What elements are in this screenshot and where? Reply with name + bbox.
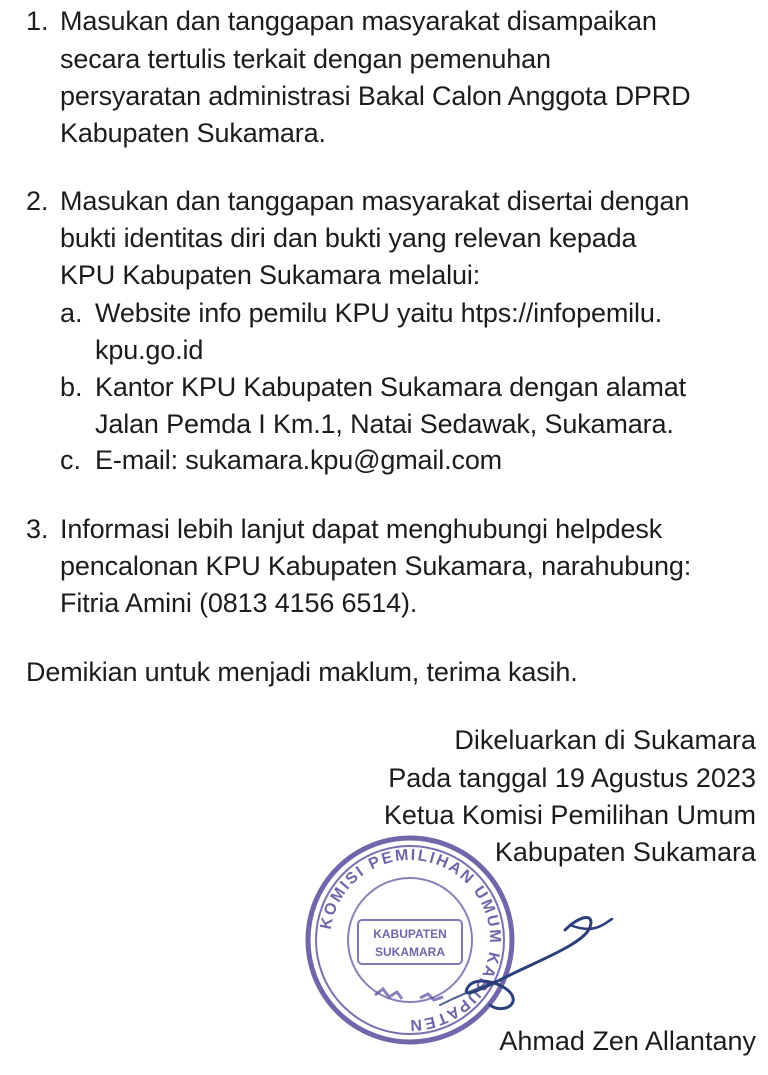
item-1-line-1: Masukan dan tanggapan masyarakat disampaikan <box>60 6 657 36</box>
subitem-a-line-2: kpu.go.id <box>95 335 204 365</box>
subitem-c-line-1: E-mail: sukamara.kpu@gmail.com <box>95 445 503 475</box>
subitem-letter-c: c. <box>60 445 82 475</box>
signer-position-line-2: Kabupaten Sukamara <box>494 837 756 867</box>
item-3-line-1: Informasi lebih lanjut dapat menghubungi helpdesk <box>60 514 663 544</box>
subitem-b-line-1: Kantor KPU Kabupaten Sukamara dengan alamat <box>95 372 686 402</box>
item-number-1: 1. <box>26 6 49 36</box>
closing-sentence: Demikian untuk menjadi maklum, terima kasih. <box>26 657 578 687</box>
issued-place: Dikeluarkan di Sukamara <box>454 725 756 755</box>
item-3-line-3: Fitria Amini (0813 4156 6514). <box>60 588 418 618</box>
stamp-center-line-2: SUKAMARA <box>375 945 445 959</box>
item-2-line-3: KPU Kabupaten Sukamara melalui: <box>60 260 481 290</box>
signer-name: Ahmad Zen Allantany <box>499 1026 756 1056</box>
item-1-line-2: secara tertulis terkait dengan pemenuhan <box>60 44 551 74</box>
signature-icon <box>420 895 620 1015</box>
subitem-b-line-2: Jalan Pemda I Km.1, Natai Sedawak, Sukamara. <box>95 409 674 439</box>
item-3-line-2: pencalonan KPU Kabupaten Sukamara, narahubung: <box>60 551 692 581</box>
issued-date: Pada tanggal 19 Agustus 2023 <box>388 763 756 793</box>
item-1-line-3: persyaratan administrasi Bakal Calon Anggota DPRD <box>60 81 691 111</box>
subitem-letter-b: b. <box>60 372 83 402</box>
subitem-a-line-1: Website info pemilu KPU yaitu htps://infopemilu. <box>95 298 663 328</box>
stamp-center-line-1: KABUPATEN <box>373 927 447 941</box>
signer-position-line-1: Ketua Komisi Pemilihan Umum <box>383 800 756 830</box>
stamp-ring-text: KOMISI PEMILIHAN UMUM KABUPATEN <box>317 846 504 1034</box>
subitem-letter-a: a. <box>60 298 83 328</box>
item-2-line-1: Masukan dan tanggapan masyarakat disertai dengan <box>60 186 690 216</box>
handwritten-signature <box>420 895 620 1015</box>
item-number-2: 2. <box>26 186 49 216</box>
item-2-line-2: bukti identitas diri dan bukti yang relevan kepada <box>60 223 637 253</box>
item-1-line-4: Kabupaten Sukamara. <box>60 118 326 148</box>
item-number-3: 3. <box>26 514 49 544</box>
